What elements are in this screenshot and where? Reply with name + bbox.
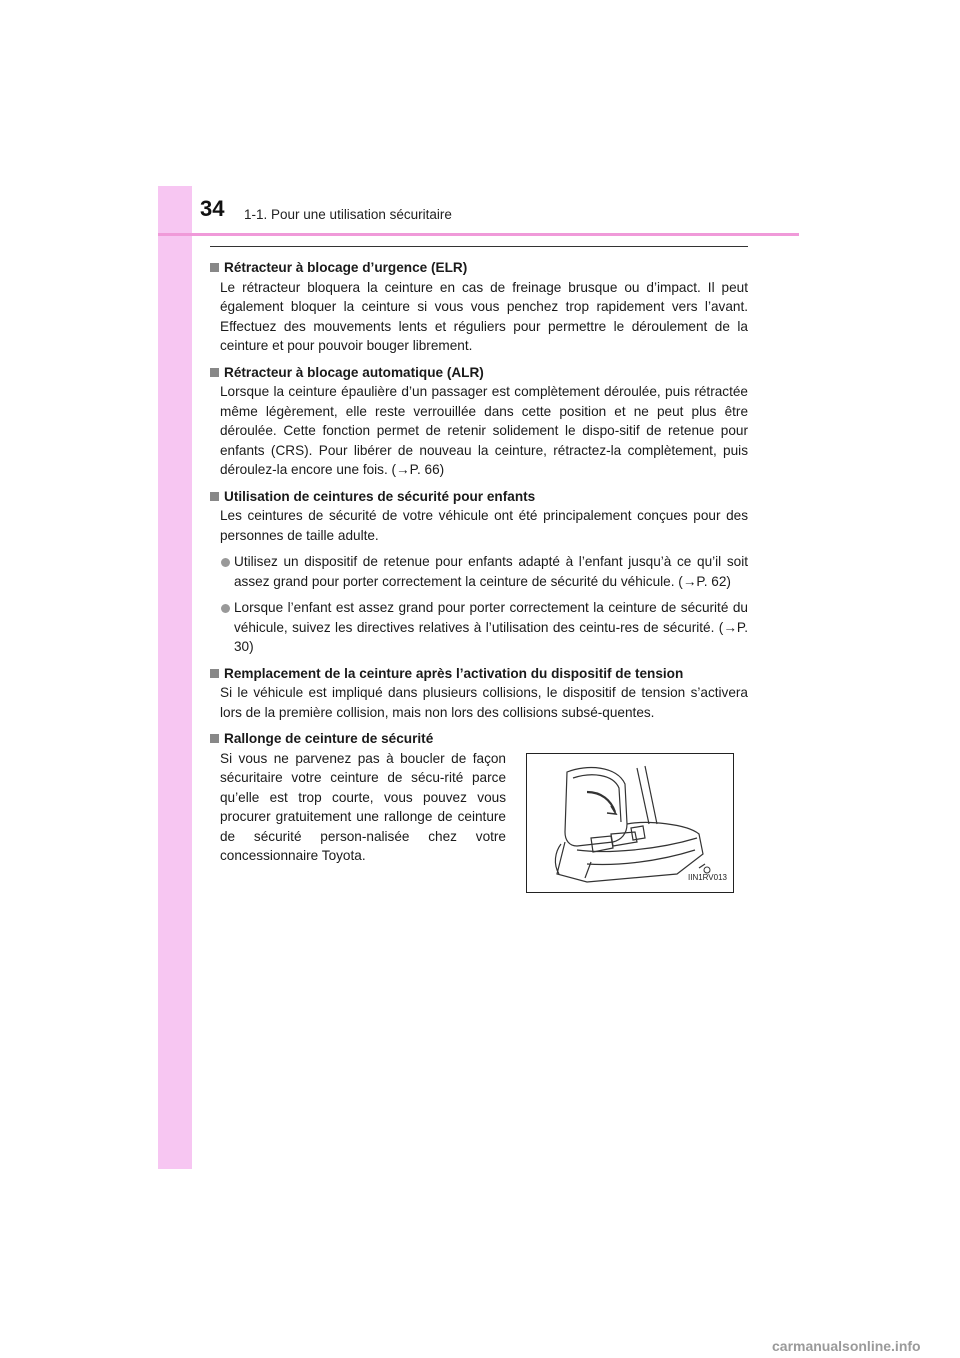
section-heading: Remplacement de la ceinture après l’activation du dispositif de tension xyxy=(210,664,748,684)
figure-row xyxy=(210,749,748,899)
seat-belt-extender-figure xyxy=(526,753,734,893)
list-item: Lorsque l’enfant est assez grand pour porter correctement la ceinture de sécurité du véhicule, suivez les directives relatives à l’utilisation des ceintu-res de sécurité. (→P. 30) xyxy=(210,598,748,657)
circle-bullet-icon xyxy=(221,558,230,567)
section-heading: Utilisation de ceintures de sécurité pour enfants xyxy=(210,487,748,507)
figure-code: IIN1RV013 xyxy=(688,873,727,882)
section-body: Si vous ne parvenez pas à boucler de façon sécuritaire votre ceinture de sécu-rité parce qu’elle est trop courte, vous pouvez vous procurer gratuitement une rallonge de ceinture de sécurité person-nalisée chez votre concessionnaire Toyota. xyxy=(220,750,506,863)
circle-bullet-icon xyxy=(221,604,230,613)
section-body: Les ceintures de sécurité de votre véhicule ont été principalement conçues pour des personnes de taille adulte. xyxy=(220,508,748,543)
square-bullet-icon xyxy=(210,669,219,678)
section-heading: Rétracteur à blocage d’urgence (ELR) xyxy=(210,258,748,278)
list-item: Utilisez un dispositif de retenue pour enfants adapté à l’enfant jusqu’à ce qu’il soit assez grand pour porter correctement la ceinture de sécurité du véhicule. (→P. 62) xyxy=(210,552,748,591)
header-accent-line xyxy=(158,233,799,236)
section-heading: Rétracteur à blocage automatique (ALR) xyxy=(210,363,748,383)
section-body: Lorsque la ceinture épaulière d’un passager est complètement déroulée, puis rétractée même légèrement, elle reste verrouillée dans cette position et ne peut plus être déroulée. Cette fonction permet de retenir solidement le dispo-sitif de retenue pour enfants (CRS). Pour libérer de nouveau la ceinture, rétractez-la complètement, puis déroulez-la encore une fois. (→P. 66) xyxy=(220,384,748,477)
section-body: Si le véhicule est impliqué dans plusieurs collisions, le dispositif de tension s’activera lors de la première collision, mais non lors des collisions subsé-quentes. xyxy=(220,685,748,720)
page-sidebar-tab xyxy=(158,186,192,1169)
square-bullet-icon xyxy=(210,263,219,272)
square-bullet-icon xyxy=(210,492,219,501)
header-rule xyxy=(210,246,748,247)
page-number: 34 xyxy=(200,196,225,221)
section-heading: Rallonge de ceinture de sécurité xyxy=(210,729,748,749)
running-header: 1-1. Pour une utilisation sécuritaire xyxy=(244,207,452,222)
section-body: Le rétracteur bloquera la ceinture en cas de freinage brusque ou d’impact. Il peut également bloquer la ceinture si vous vous penchez trop rapidement vers l’avant. Effectuez des mouvements lents et réguliers pour permettre le déroulement de la ceinture et pour pouvoir bouger librement. xyxy=(220,279,748,353)
square-bullet-icon xyxy=(210,734,219,743)
watermark: carmanualsonline.info xyxy=(772,1338,921,1354)
page-content xyxy=(210,258,748,899)
square-bullet-icon xyxy=(210,368,219,377)
